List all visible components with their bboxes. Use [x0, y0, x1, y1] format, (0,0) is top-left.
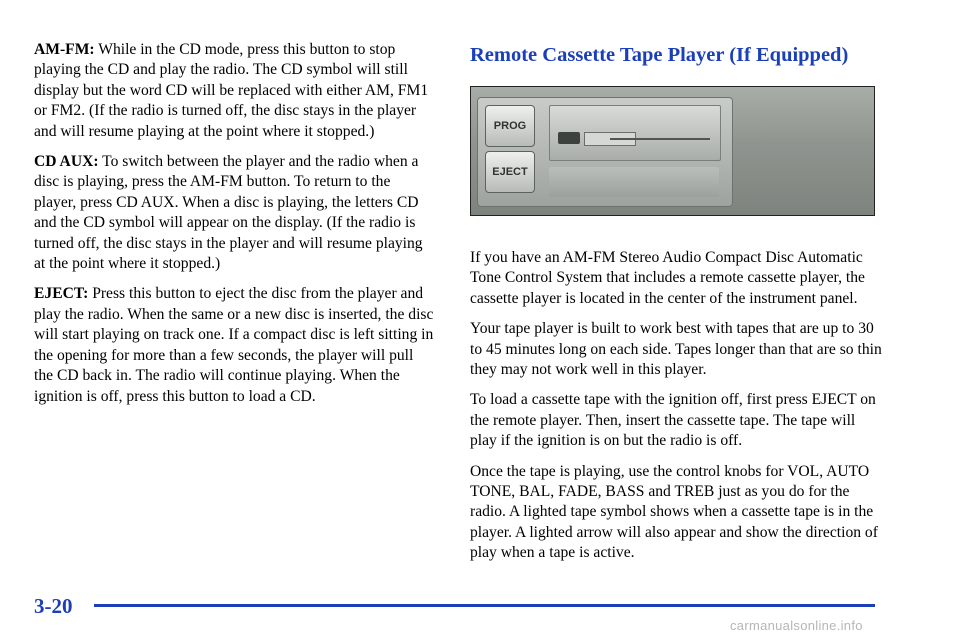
text-eject: Press this button to eject the disc from the player and play the radio. When the same or a new disc is inserted, the disc will start playing on track one. If a compact disc is left sitting in the opening for more than a few seconds, the player will pull the CD back in. The radio will continue playing. When the ignition is off, press this button to load a CD. [34, 285, 434, 405]
cassette-player-photo [470, 86, 875, 216]
term-cd-aux: CD AUX: [34, 153, 99, 171]
left-column [34, 40, 434, 417]
watermark: carmanualsonline.info [730, 618, 863, 633]
slot-line [610, 138, 710, 140]
paragraph-intro: If you have an AM-FM Stereo Audio Compact Disc Automatic Tone Control System that includes a remote cassette player, the cassette player is located in the center of the instrument panel. [470, 249, 865, 307]
tape-symbol-icon [558, 132, 580, 144]
term-eject: EJECT: [34, 285, 89, 303]
text-am-fm: While in the CD mode, press this button to stop playing the CD and play the radio. The CD symbol will still display but the word CD will be replaced with either AM, FM1 or FM2. (If the radio is turned off, the disc stays in the player and will resume playing at the point where it stopped.) [34, 41, 429, 140]
paragraph-load-tape: To load a cassette tape with the ignition off, first press EJECT on the remote player. Then, insert the cassette tape. The tape will play if the ignition is on but the radio is off. [470, 391, 876, 450]
text-cd-aux: To switch between the player and the radio when a disc is playing, press the AM-FM button. To return to the player, press CD AUX. When a disc is playing, the letters CD and the CD symbol will appear on the display. (If the radio is turned off, the disc stays in the player and will resume playing at the point where it stopped.) [34, 153, 423, 273]
term-am-fm: AM-FM: [34, 41, 95, 58]
paragraph-eject [34, 284, 434, 406]
player-lower-panel [549, 167, 719, 197]
right-column [470, 40, 882, 574]
page-number: 3-20 [34, 594, 73, 618]
paragraph-controls: Once the tape is playing, use the control knobs for VOL, AUTO TONE, BAL, FADE, BASS and TREB just as you do for the radio. A lighted tape symbol shows when a cassette tape is in the player. A lighted arrow will also appear and show the direction of play when a tape is active. [470, 462, 878, 562]
prog-button-image: PROG [485, 105, 535, 147]
paragraph-cd-aux [34, 152, 434, 274]
footer-rule [94, 604, 875, 607]
cassette-slot [549, 105, 721, 161]
paragraph-am-fm [34, 40, 434, 142]
eject-button-image: EJECT [485, 151, 535, 193]
section-heading: Remote Cassette Tape Player (If Equipped) [470, 44, 849, 66]
paragraph-tape-length: Your tape player is built to work best with tapes that are up to 30 to 45 minutes long on each side. Tapes longer than that are so thin they may not work well in this player. [470, 320, 882, 379]
